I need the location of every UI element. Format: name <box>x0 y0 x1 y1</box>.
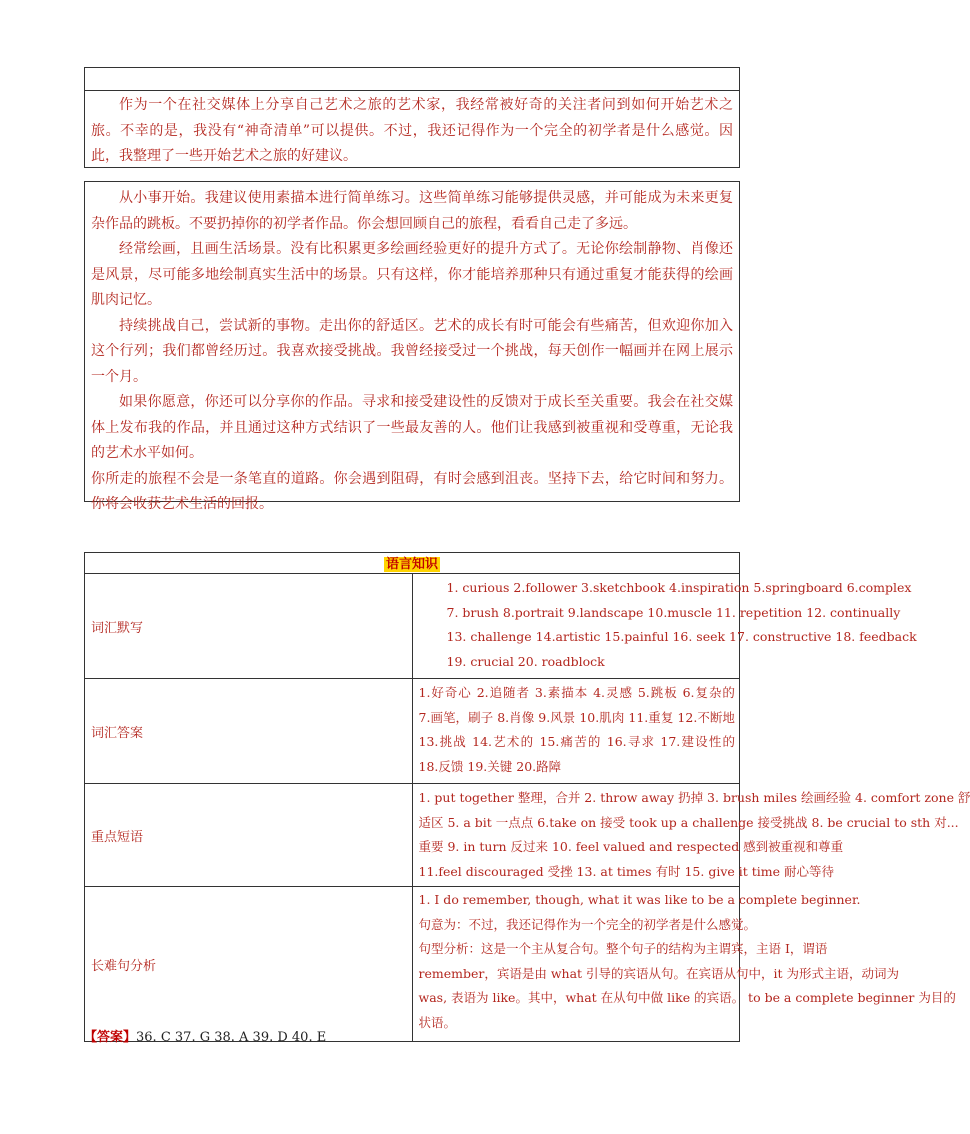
phrases-row <box>85 784 740 887</box>
translation-paragraph-1: 从小事开始。我建议使用素描本进行简单练习。这些简单练习能够提供灵感，并可能成为未来更复杂作品的跳板。不要扔掉你的初学者作品。你会想回顾自己的旅程，看看自己走了多远。 <box>91 190 733 232</box>
intro-text-block <box>85 91 739 170</box>
phrases-line-2: 适区 5. a bit 一点点 6.take on 接受 took up a challenge 接受挑战 8. be crucial to sth 对... <box>418 814 959 830</box>
vocab-dictation-row <box>85 574 740 679</box>
sentence-analysis-label: 长难句分析 <box>85 887 413 1042</box>
phrases-line-4: 11.feel discouraged 受挫 13. at times 有时 15. give it time 耐心等待 <box>418 863 834 879</box>
vocab-answer-item: 1.好奇心 <box>418 685 472 700</box>
table-header-cell <box>85 553 740 574</box>
translation-paragraph-3: 持续挑战自己，尝试新的事物。走出你的舒适区。艺术的成长有时可能会有些痛苦，但欢迎你加入这个行列；我们都曾经历过。我喜欢接受挑战。我曾经接受过一个挑战，每天创作一幅画并在网上展示一个月。 <box>91 317 733 385</box>
vocab-answer-item: 20.路障 <box>516 758 562 774</box>
vocab-answer-item: 9.风景 <box>538 709 576 725</box>
phrases-line-3: 重要 9. in turn 反过来 10. feel valued and respected 感到被重视和尊重 <box>418 839 844 854</box>
vocab-answer-item: 19.关键 <box>467 758 513 774</box>
vocab-dictation-content <box>412 574 917 679</box>
vocab-answer-item: 2.追随者 <box>476 685 530 700</box>
translation-box <box>84 181 740 512</box>
sentence-analysis-row <box>85 887 740 1042</box>
phrases-label: 重点短语 <box>85 784 413 887</box>
answer-label: 【答案】 <box>84 1030 137 1045</box>
vocab-answer-item: 10.肌肉 <box>579 709 625 725</box>
intro-box <box>84 67 740 168</box>
vocab-answer-item: 4.灵感 <box>593 685 633 700</box>
sentence-line-5: was, 表语为 like。其中，what 在从句中做 like 的宾语。 to be a complete beginner 为目的 <box>418 990 956 1005</box>
vocab-dictation-label: 词汇默写 <box>85 574 413 679</box>
translation-text-block <box>85 182 739 518</box>
translation-paragraph-2: 经常绘画，且画生活场景。没有比积累更多绘画经验更好的提升方式了。无论你绘制静物、肖像还是风景，尽可能多地绘制真实生活中的场景。只有这样，你才能培养那种只有通过重复才能获得的绘画肌肉记忆。 <box>91 241 733 308</box>
translation-paragraph-5: 你所走的旅程不会是一条笔直的道路。你会遇到阻碍，有时会感到沮丧。坚持下去，给它时间和努力。你将会收获艺术生活的回报。 <box>91 470 733 512</box>
phrases-content <box>412 784 970 887</box>
answer-line <box>84 1026 326 1045</box>
vocab-answer-item: 18.反馈 <box>418 758 464 774</box>
vocab-answer-item: 12.不断地 <box>677 709 735 725</box>
vocab-dictation-line-3: 13. challenge 14.artistic 15.painful 16. seek 17. constructive 18. feedback <box>446 629 917 644</box>
sentence-line-3: 句型分析：这是一个主从复合句。整个句子的结构为主谓宾，主语 I，谓语 <box>418 941 828 956</box>
vocab-answer-item: 14.艺术的 <box>472 734 535 749</box>
vocab-answers-label: 词汇答案 <box>85 679 413 784</box>
intro-paragraph: 作为一个在社交媒体上分享自己艺术之旅的艺术家，我经常被好奇的关注者问到如何开始艺术之旅。不幸的是，我没有“神奇清单”可以提供。不过，我还记得作为一个完全的初学者是什么感觉。因此，我整理了一些开始艺术之旅的好建议。 <box>91 97 733 164</box>
vocab-answers-row <box>85 679 740 784</box>
sentence-line-1: 1. I do remember, though, what it was like to be a complete beginner. <box>418 892 861 907</box>
intro-box-header-row <box>85 68 739 91</box>
vocab-answer-item: 17.建设性的 <box>660 734 736 749</box>
phrases-line-1: 1. put together 整理，合并 2. throw away 扔掉 3. brush miles 绘画经验 4. comfort zone 舒 <box>418 790 970 805</box>
language-knowledge-table <box>84 552 970 1042</box>
vocab-answer-item: 5.跳板 <box>637 685 678 700</box>
sentence-analysis-content <box>412 887 956 1042</box>
vocab-answer-item: 16.寻求 <box>606 734 656 749</box>
vocab-answer-item: 13.挑战 <box>418 734 467 749</box>
vocab-answer-item: 6.复杂的 <box>682 685 735 700</box>
sentence-line-2: 句意为：不过，我还记得作为一个完全的初学者是什么感觉。 <box>418 916 757 932</box>
sentence-line-6: 状语。 <box>418 1014 457 1030</box>
table-header-row <box>85 553 740 574</box>
vocab-dictation-line-1: 1. curious 2.follower 3.sketchbook 4.inspiration 5.springboard 6.complex <box>446 580 912 595</box>
vocab-answer-item: 7.画笔，刷子 <box>418 709 494 725</box>
translation-paragraph-4: 如果你愿意，你还可以分享你的作品。寻求和接受建设性的反馈对于成长至关重要。我会在社交媒体上发布我的作品，并且通过这种方式结识了一些最友善的人。他们让我感到被重视和受尊重，无论我的艺术水平如何。 <box>91 394 733 461</box>
vocab-answer-item: 15.痛苦的 <box>539 734 602 749</box>
vocab-answer-item: 11.重复 <box>628 709 674 725</box>
vocab-answer-item: 8.肖像 <box>497 709 535 725</box>
vocab-dictation-line-4: 19. crucial 20. roadblock <box>446 653 605 669</box>
vocab-answer-item: 3.素描本 <box>534 685 589 700</box>
sentence-line-4: remember，宾语是由 what 引导的宾语从句。在宾语从句中，it 为形式主语，动词为 <box>418 965 900 981</box>
table-header-title: 语言知识 <box>385 557 438 572</box>
vocab-answers-content <box>412 679 740 784</box>
vocab-dictation-line-2: 7. brush 8.portrait 9.landscape 10.muscle 11. repetition 12. continually <box>446 604 901 620</box>
answer-text: 36. C 37. G 38. A 39. D 40. E <box>136 1030 327 1045</box>
